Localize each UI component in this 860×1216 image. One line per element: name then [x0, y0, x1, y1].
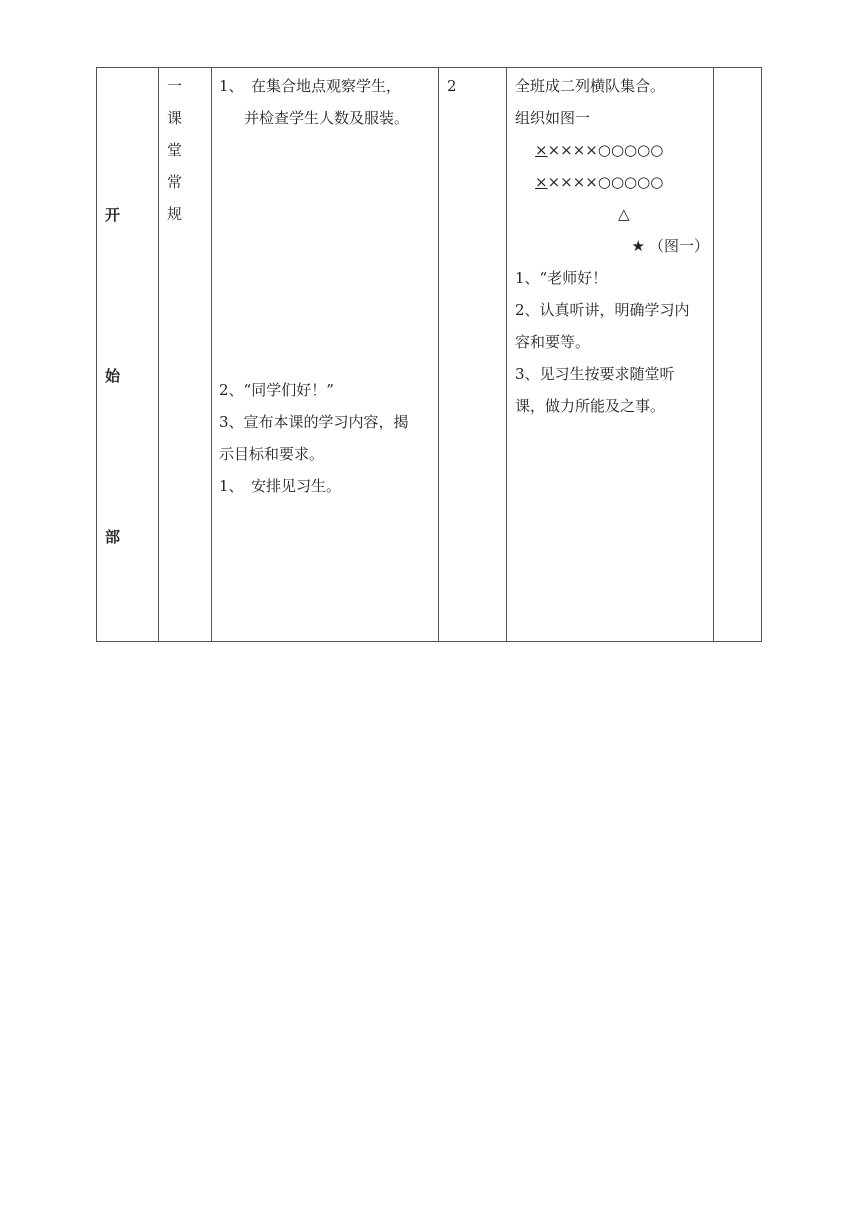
topic-char: 堂: [167, 141, 183, 159]
section-char: 始: [105, 367, 121, 385]
student-line: 组织如图一: [515, 109, 591, 127]
student-line: 3、见习生按要求随堂听: [515, 365, 675, 383]
teacher-line: 示目标和要求。: [219, 445, 325, 463]
section-char: 开: [105, 206, 121, 224]
teacher-line: 3、宣布本课的学习内容，揭: [219, 413, 409, 431]
column-divider: [158, 68, 159, 641]
teacher-activity-cell: [219, 70, 435, 134]
teacher-line: 1、 在集合地点观察学生，: [219, 77, 402, 95]
teacher-line: 并检查学生人数及服装。: [229, 109, 410, 127]
figure-label: （图一）: [648, 237, 709, 255]
topic-char: 课: [167, 109, 183, 127]
column-divider: [506, 68, 507, 641]
formation-rest: ××××○○○○○: [547, 141, 664, 159]
lesson-plan-table: [96, 67, 762, 642]
formation-lead: ×: [535, 141, 548, 159]
student-line: 课，做力所能及之事。: [515, 397, 666, 415]
formation-row: [515, 134, 709, 166]
column-divider: [713, 68, 714, 641]
topic-cell: [167, 70, 207, 230]
student-activity-cell: [515, 70, 709, 422]
figure-row: [515, 230, 709, 262]
topic-char: 常: [167, 173, 183, 191]
formation-row: [515, 166, 709, 198]
student-line: 全班成二列横队集合。: [515, 77, 666, 95]
student-line: 1、“老师好！: [515, 269, 608, 287]
column-divider: [211, 68, 212, 641]
star-icon: ★: [631, 237, 645, 255]
column-divider: [438, 68, 439, 641]
section-char: 部: [105, 528, 121, 546]
triangle-icon: △: [618, 205, 630, 223]
formation-lead: ×: [535, 173, 548, 191]
topic-char: 一: [167, 77, 183, 95]
formation-diagram: [515, 134, 709, 262]
student-line: 2、认真听讲，明确学习内: [515, 301, 690, 319]
student-line: 容和要等。: [515, 333, 591, 351]
formation-rest: ××××○○○○○: [547, 173, 664, 191]
time-cell: 2: [447, 77, 457, 95]
topic-char: 规: [167, 205, 183, 223]
teacher-activity-cell-lower: [219, 374, 435, 502]
teacher-line: 2、“同学们好！”: [219, 381, 334, 399]
teacher-line: 1、 安排见习生。: [219, 477, 342, 495]
